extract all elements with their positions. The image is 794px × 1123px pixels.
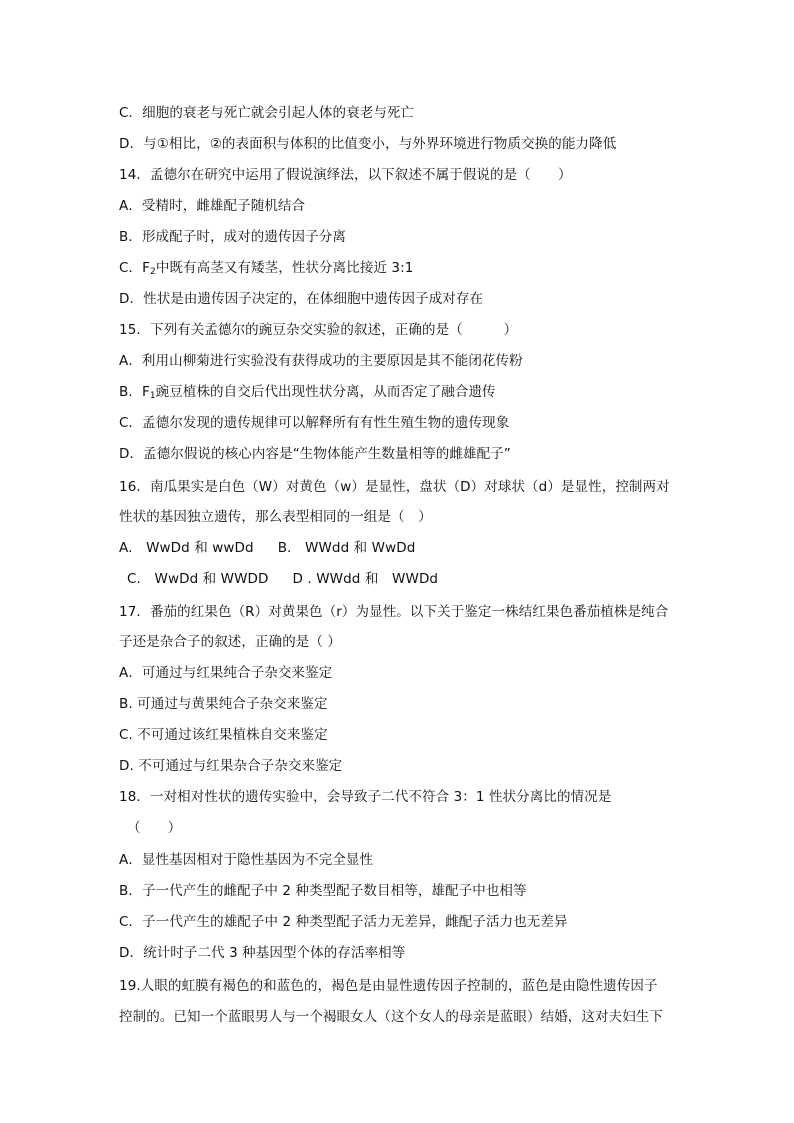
q14-option-c-prefix: C．F xyxy=(119,260,150,276)
q18-stem-line1: 18．一对相对性状的遗传实验中，会导致子二代不符合 3：1 性状分离比的情况是 xyxy=(119,789,612,805)
q14-option-c xyxy=(119,258,413,278)
q18-option-c: C．子一代产生的雄配子中 2 种类型配子活力无差异，雌配子活力也无差异 xyxy=(119,914,568,930)
q15-stem: 15．下列有关孟德尔的豌豆杂交实验的叙述，正确的是（ ） xyxy=(119,322,518,338)
q17-option-b: B. 可通过与黄果纯合子杂交来鉴定 xyxy=(119,696,328,712)
q14-option-a: A．受精时，雌雄配子随机结合 xyxy=(119,198,306,214)
q18-option-b: B．子一代产生的雌配子中 2 种类型配子数目相等，雄配子中也相等 xyxy=(119,883,527,899)
q16-stem-line2: 性状的基因独立遗传，那么表型相同的一组是（ ） xyxy=(119,509,432,525)
q19-stem-line2: 控制的。已知一个蓝眼男人与一个褐眼女人（这个女人的母亲是蓝眼）结婚，这对夫妇生下 xyxy=(119,1009,663,1025)
q19-stem-line1: 19.人眼的虹膜有褐色的和蓝色的，褐色是由显性遗传因子控制的，蓝色是由隐性遗传因子 xyxy=(119,978,658,994)
q16-stem-line1: 16．南瓜果实是白色（W）对黄色（w）是显性，盘状（D）对球状（d）是显性，控制两对 xyxy=(119,479,670,495)
q15-option-b xyxy=(119,382,496,402)
q14-stem: 14．孟德尔在研究中运用了假说演绎法，以下叙述不属于假说的是（ ） xyxy=(119,167,572,183)
q16-options-row2 xyxy=(127,569,438,589)
q14-option-c-subscript: 2 xyxy=(150,267,156,277)
q15-option-d: D．孟德尔假说的核心内容是“生物体能产生数量相等的雌雄配子” xyxy=(119,446,511,462)
q17-option-c: C. 不可通过该红果植株自交来鉴定 xyxy=(119,727,328,743)
q18-option-a: A．显性基因相对于隐性基因为不完全显性 xyxy=(119,852,374,868)
q16-option-b: B. WWdd 和 WwDd xyxy=(277,540,416,556)
q17-option-d: D. 不可通过与红果杂合子杂交来鉴定 xyxy=(119,758,343,774)
q14-option-d: D．性状是由遗传因子决定的，在体细胞中遗传因子成对存在 xyxy=(119,291,484,307)
q16-option-c: C. WwDd 和 WWDD xyxy=(127,571,269,587)
q16-options-row1 xyxy=(119,538,415,558)
q16-option-d: D . WWdd 和 WWDd xyxy=(292,571,439,587)
q18-stem-line2: （ ） xyxy=(127,820,182,836)
q17-stem-line2: 子还是杂合子的叙述，正确的是（ ） xyxy=(119,634,341,650)
q18-option-d: D．统计时子二代 3 种基因型个体的存活率相等 xyxy=(119,945,406,961)
q15-option-a: A．利用山柳菊进行实验没有获得成功的主要原因是其不能闭花传粉 xyxy=(119,353,523,369)
q15-option-b-text: 豌豆植株的自交后代出现性状分离，从而否定了融合遗传 xyxy=(155,384,496,400)
q13-option-c: C．细胞的衰老与死亡就会引起人体的衰老与死亡 xyxy=(119,105,415,121)
q15-option-c: C．孟德尔发现的遗传规律可以解释所有有性生殖生物的遗传现象 xyxy=(119,415,510,431)
q14-option-b: B．形成配子时，成对的遗传因子分离 xyxy=(119,229,346,245)
q13-option-d: D．与①相比，②的表面积与体积的比值变小，与外界环境进行物质交换的能力降低 xyxy=(119,136,617,152)
q16-option-a: A. WwDd 和 wwDd xyxy=(119,540,254,556)
q17-stem-line1: 17．番茄的红果色（R）对黄果色（r）为显性。以下关于鉴定一株结红果色番茄植株是纯合 xyxy=(119,604,669,620)
q14-option-c-text: 中既有高茎又有矮茎，性状分离比接近 3:1 xyxy=(155,260,414,276)
q17-option-a: A．可通过与红果纯合子杂交来鉴定 xyxy=(119,665,333,681)
q15-option-b-prefix: B．F xyxy=(119,384,150,400)
q15-option-b-subscript: 1 xyxy=(149,391,156,401)
